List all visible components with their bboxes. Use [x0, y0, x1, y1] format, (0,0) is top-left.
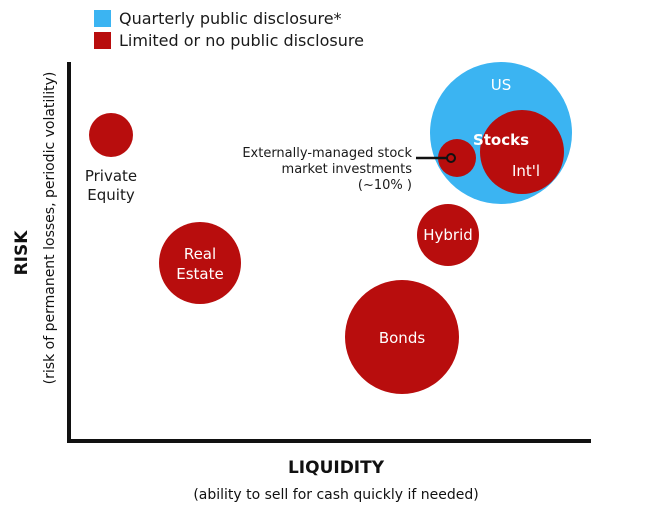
- private-equity-label-line2: Equity: [87, 186, 135, 204]
- private-equity-label-line1: Private: [84, 167, 138, 185]
- intl-stocks-bubble: [480, 110, 564, 194]
- callout-line-3: (~10% ): [357, 178, 412, 193]
- real-estate-label-line2: Estate: [176, 265, 224, 283]
- legend-swatch-public: [94, 10, 111, 27]
- bonds-bubble-label: Bonds: [378, 329, 426, 347]
- callout: [242, 146, 412, 193]
- hybrid-bubble-label: Hybrid: [423, 226, 473, 244]
- x-axis-subtitle: (ability to sell for cash quickly if needed): [193, 487, 479, 503]
- y-axis-subtitle: (risk of permanent losses, periodic volatility): [42, 71, 58, 385]
- callout-line-2: market investments: [281, 162, 412, 177]
- legend-label-public: Quarterly public disclosure*: [119, 9, 342, 28]
- real-estate-bubble: [159, 222, 241, 304]
- private-equity-bubble: [89, 113, 133, 157]
- us-bubble-label: US: [490, 76, 512, 94]
- stocks-label: Stocks: [472, 131, 530, 149]
- intl-bubble-label: Int'l: [511, 162, 541, 180]
- legend: [94, 9, 364, 50]
- legend-label-limited: Limited or no public disclosure: [119, 31, 364, 50]
- callout-line-1: Externally-managed stock: [242, 146, 412, 161]
- x-axis-title: LIQUIDITY: [287, 458, 385, 478]
- legend-swatch-limited: [94, 32, 111, 49]
- real-estate-label-line1: Real: [183, 245, 217, 263]
- y-axis-title: RISK: [12, 230, 32, 276]
